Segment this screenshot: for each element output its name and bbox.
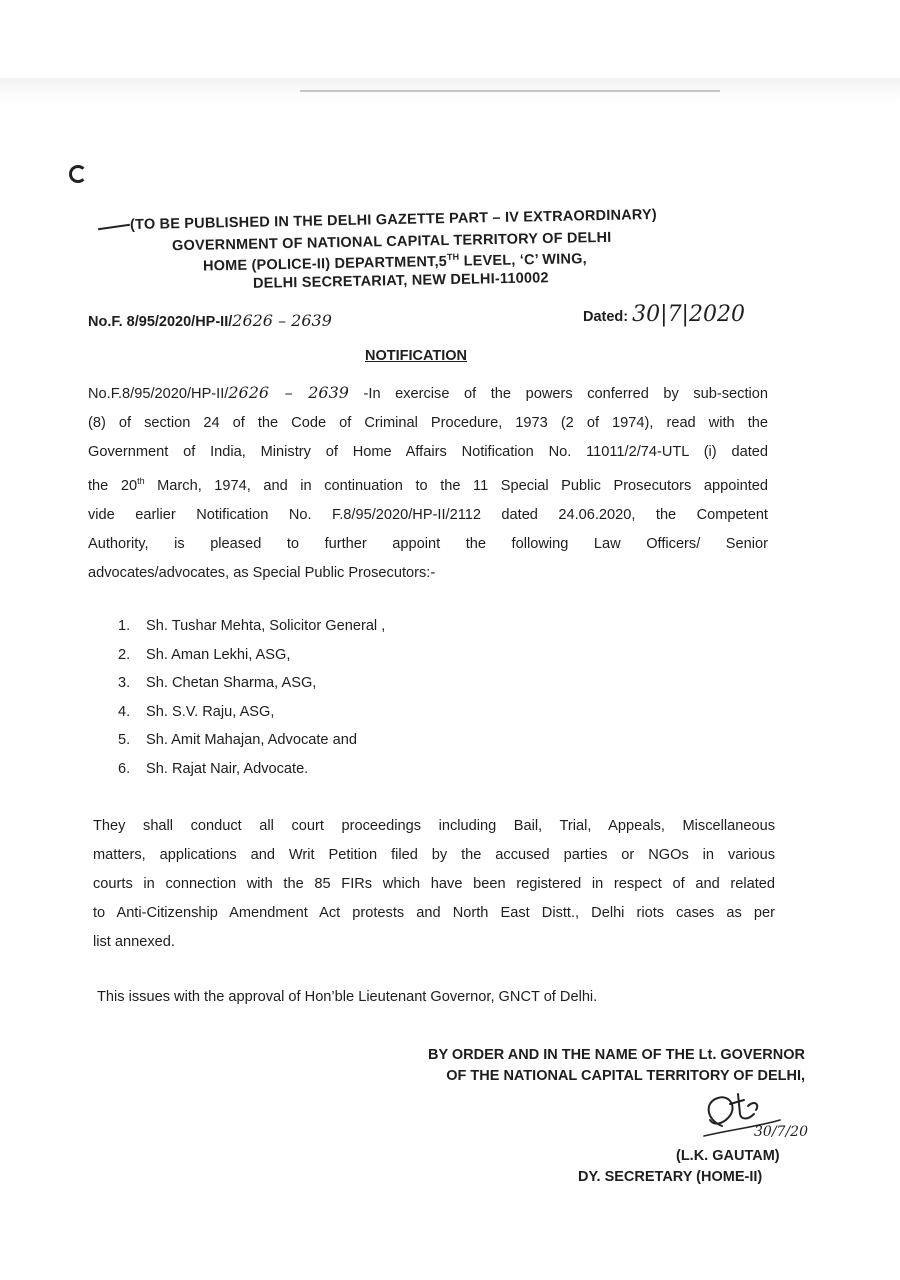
handwritten-date: 30|7|2020 bbox=[632, 302, 745, 327]
file-number: No.F. 8/95/2020/HP-II/2626 – 2639 bbox=[88, 311, 332, 330]
body-line: advocates/advocates, as Special Public Prosecutors:- bbox=[88, 564, 436, 581]
duties-paragraph bbox=[93, 812, 775, 957]
body-line: Authority, is pleased to further appoint the following Law Officers/ Senior bbox=[88, 535, 768, 552]
body-line: (8) of section 24 of the Code of Criminal Procedure, 1973 (2 of 1974), read with the bbox=[88, 415, 768, 431]
body-line: the 20th March, 1974, and in continuation to the 11 Special Public Prosecutors appointed bbox=[88, 476, 768, 494]
notification-body bbox=[88, 378, 768, 588]
prosecutor-list bbox=[118, 612, 385, 784]
dated-field: Dated: 30|7|2020 bbox=[583, 302, 745, 327]
list-item: 3. Sh. Chetan Sharma, ASG, bbox=[118, 675, 317, 692]
handwritten-dash-mark bbox=[98, 224, 130, 230]
body-line: list annexed. bbox=[93, 934, 175, 950]
signatory-name: (L.K. GAUTAM) bbox=[676, 1148, 780, 1164]
handwritten-ref-range: 2626 – 2639 bbox=[228, 383, 349, 402]
punch-hole-mark bbox=[69, 165, 87, 183]
header-government-line: GOVERNMENT OF NATIONAL CAPITAL TERRITORY OF DELHI bbox=[171, 229, 612, 255]
header-gazette-line: (TO BE PUBLISHED IN THE DELHI GAZETTE PART – IV EXTRAORDINARY) bbox=[129, 206, 658, 234]
header-address-line: DELHI SECRETARIAT, NEW DELHI-110002 bbox=[252, 270, 549, 292]
list-item: 2. Sh. Aman Lekhi, ASG, bbox=[118, 646, 291, 663]
notification-title: NOTIFICATION bbox=[365, 348, 468, 364]
list-item: 5. Sh. Amit Mahajan, Advocate and bbox=[118, 732, 357, 749]
list-item: 1. Sh. Tushar Mehta, Solicitor General , bbox=[118, 618, 386, 634]
list-item: 4. Sh. S.V. Raju, ASG, bbox=[118, 703, 275, 720]
order-line-2: OF THE NATIONAL CAPITAL TERRITORY OF DELHI, bbox=[446, 1068, 805, 1084]
order-line-1: BY ORDER AND IN THE NAME OF THE Lt. GOVERNOR bbox=[427, 1047, 805, 1063]
scan-artifact-line bbox=[300, 90, 720, 92]
body-line: Government of India, Ministry of Home Affairs Notification No. 11011/2/74-UTL (i) dated bbox=[88, 444, 768, 460]
header-department-line: HOME (POLICE-II) DEPARTMENT,5TH LEVEL, ‘C’ WING, bbox=[202, 251, 587, 275]
body-line: to Anti-Citizenship Amendment Act protests and North East Distt., Delhi riots cases as per bbox=[93, 905, 775, 921]
handwritten-file-range: 2626 – 2639 bbox=[232, 311, 332, 330]
body-line: They shall conduct all court proceedings including Bail, Trial, Appeals, Miscellaneous bbox=[93, 818, 775, 834]
body-line: matters, applications and Writ Petition filed by the accused parties or NGOs in various bbox=[93, 847, 775, 863]
list-item: 6. Sh. Rajat Nair, Advocate. bbox=[118, 760, 309, 777]
approval-statement: This issues with the approval of Hon’ble Lieutenant Governor, GNCT of Delhi. bbox=[97, 989, 598, 1005]
body-line: No.F.8/95/2020/HP-II/2626 – 2639 -In exercise of the powers conferred by sub-section bbox=[88, 383, 769, 402]
body-line: courts in connection with the 85 FIRs which have been registered in respect of and related bbox=[93, 876, 775, 892]
signature-date: 30/7/20 bbox=[754, 1124, 808, 1140]
body-line: vide earlier Notification No. F.8/95/2020/HP-II/2112 dated 24.06.2020, the Competent bbox=[88, 506, 768, 523]
handwritten-signature bbox=[700, 1090, 820, 1150]
signatory-designation: DY. SECRETARY (HOME-II) bbox=[578, 1169, 763, 1185]
